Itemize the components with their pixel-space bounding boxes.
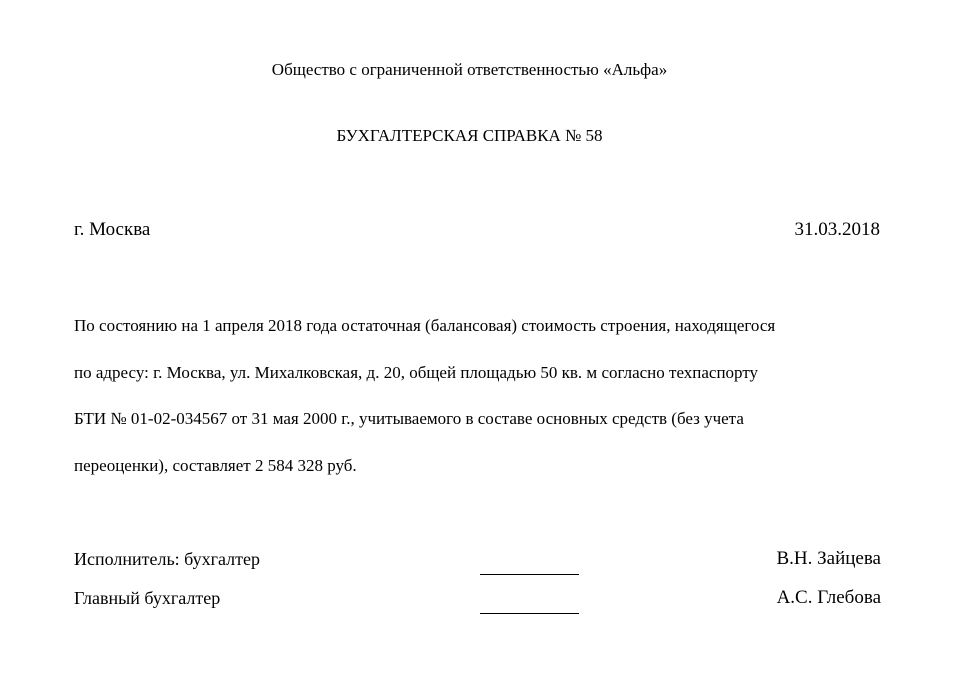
document-body [74, 314, 874, 500]
body-line: По состоянию на 1 апреля 2018 года остаточная (балансовая) стоимость строения, находящегося [74, 316, 776, 335]
signature-line [480, 613, 579, 614]
body-line: переоценки), составляет 2 584 328 руб. [74, 455, 357, 475]
signature-line [480, 574, 579, 575]
signature-row-executor [74, 547, 881, 573]
signature-role: Главный бухгалтер [74, 588, 221, 608]
body-line: по адресу: г. Москва, ул. Михалковская, д. 20, общей площадью 50 кв. м согласно техпаспорту [74, 362, 759, 382]
city: г. Москва [74, 219, 151, 240]
document-date: 31.03.2018 [794, 219, 880, 240]
signatory-name: В.Н. Зайцева [776, 548, 881, 569]
body-line: БТИ № 01-02-034567 от 31 мая 2000 г., учитываемого в составе основных средств (без учета [74, 409, 744, 428]
signatory-name: А.С. Глебова [776, 587, 881, 608]
signature-row-chief-accountant [74, 586, 881, 612]
organization-name: Общество с ограниченной ответственностью «Альфа» [271, 60, 668, 79]
signature-role: Исполнитель: бухгалтер [74, 549, 261, 569]
document-title: БУХГАЛТЕРСКАЯ СПРАВКА № 58 [336, 126, 603, 145]
